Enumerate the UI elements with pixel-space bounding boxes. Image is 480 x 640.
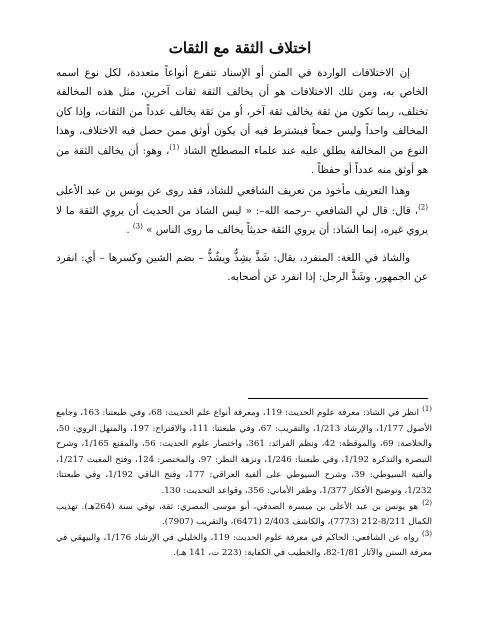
- footnote-mark-2: (2): [422, 498, 433, 507]
- footnote-2: [56, 500, 432, 531]
- paragraph-2: [56, 182, 428, 240]
- footnote-mark-1: (1): [422, 405, 433, 414]
- paragraph-2-end: .: [126, 224, 133, 237]
- footnotes: [56, 406, 432, 562]
- paragraph-1: [56, 64, 428, 180]
- paragraph-1-tail: ، وهو: أن يخالف الثقة من هو أوثق منه عدداً أو حفظاً .: [56, 144, 428, 177]
- footnote-2-text: هو يونس بن عبد الأعلى بن ميسرة الصدفي، أبو موسى المصري: ثقة، توفي سنة (264هـ). تهذيب الكمال 8/211-212 (7773)، والكاشف 2/403 (6471)، والتقريب (7907).: [56, 501, 432, 528]
- footnote-separator: [248, 398, 428, 399]
- footnote-3-text: رواه عن الشافعي: الحاكم في معرفة علوم الحديث: 119، والخليلي في الإرشاد 1/176، والبيهقي في معرفة السنن والآثار 1/81-82، والخطيب في الكفاية: (223 ت، 141 هـ).: [56, 532, 432, 559]
- page-title: اختلاف الثقة مع الثقات: [168, 39, 312, 57]
- footnote-1: [56, 406, 432, 500]
- paragraph-2-text: وهذا التعريف مأخوذ من تعريف الشافعي للشاذ، فقد روى عن يونس بن عبد الأعلى: [56, 185, 410, 198]
- paragraph-3: والشاذ في اللغة: المنفرد، يقال: شَذَّ يشِذُّ ويشُذُّ – بضم الشين وكسرها – أي: انفرد عن الجمهور، وشَذَّ الرجل: إذا انفرد عن أصحابه.: [56, 251, 428, 284]
- paragraph-2-tail: ، قال: قال لي الشافعي –رحمه الله–: « ليس الشاذ من الحديث أن يروي الثقة ما لا يروي غيره، إنما الشاذ: أن يروي الثقة حديثاً يخالف ما روى الناس »: [56, 204, 428, 237]
- footnote-ref-2: (2): [418, 203, 428, 212]
- footnote-3: [56, 531, 432, 562]
- footnote-mark-3: (3): [422, 529, 432, 538]
- main-text: [56, 64, 428, 287]
- footnote-ref-3: (3): [132, 222, 143, 231]
- footnote-ref-1: (1): [169, 143, 180, 152]
- footnote-1-text: انظر في الشاذ: معرفة علوم الحديث: 119، ومعرفة أنواع علم الحديث: 68، وفي طبعتنا: 163، وجامع الأصول 1/177، والإرشاد 1/213، والتقريب: 67، وفي طبعتنا: 111، والاقتراح: 197، والمنهل الروي: 50، والخلاصة: 69، والموقظة: 42، ونظم الفرائد: 361، واختصار علوم الحديث: 56، والمقنع 1/165، وشرح التبصرة والتذكرة 1/192، وفي طبعتنا: 1/246، ونزهة النظر: 97، والمختصر: 124، وفتح المغيث 1/217، وألفية السيوطي: 39، وشرح السيوطي على ألفية العراقي: 177، وفتح الباقي 1/192، وفي طبعتنا: 1/232، وتوضيح الأفكار 1/377، وظفر الأماني: 356، وقواعد التحديث: 130.: [56, 408, 433, 496]
- paragraph-1-text: إن الاختلافات الواردة في المتن أو الإسناد تتفرع أنواعاً متعددة، لكل نوع اسمه الخاص به، ومن تلك الاختلافات هو أن يخالف الثقة ثقات آخرين، مثل هذه المخالفة تختلف، ربما تكون من ثقة يخالف ثقة آخر، أو من ثقة يخالف عدداً من الثقات، وإذا كان المخالف واحداً وليس جمعاً فيشترط فيه أن يكون أوثق ممن حصل فيه الاختلاف، وهذا النوع من المخالفة يطلق عليه عند علماء المصطلح الشاذ: [56, 67, 428, 157]
